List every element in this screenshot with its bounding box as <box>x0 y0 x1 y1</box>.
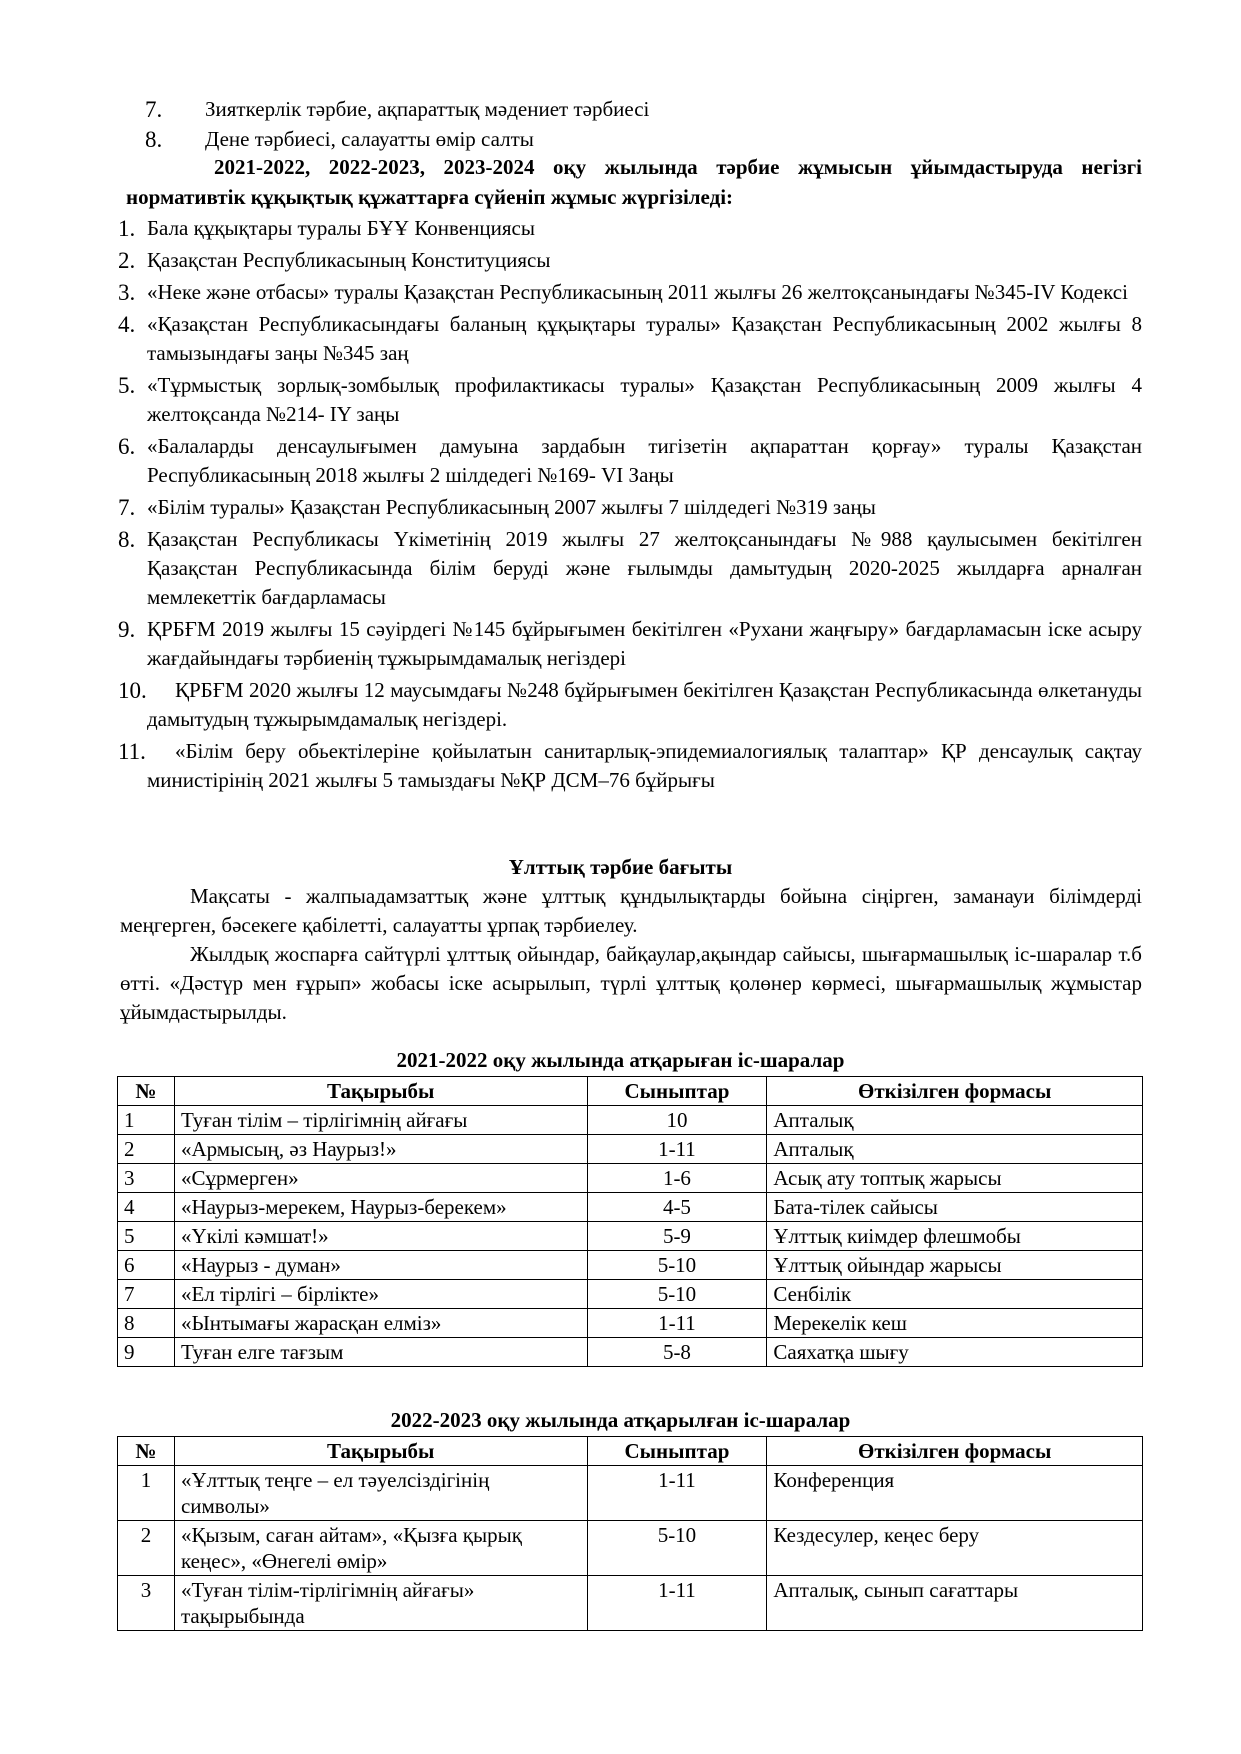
table-header-row <box>118 1077 1143 1106</box>
cell-form: Асық ату топтық жарысы <box>767 1164 1143 1193</box>
cell-classes: 5-10 <box>587 1251 767 1280</box>
cell-form: Ұлттық киімдер флешмобы <box>767 1222 1143 1251</box>
header-topic: Тақырыбы <box>174 1437 587 1466</box>
cell-classes: 1-11 <box>587 1576 767 1631</box>
table-header-row <box>118 1437 1143 1466</box>
header-form: Өткізілген формасы <box>767 1437 1143 1466</box>
cell-number: 5 <box>118 1222 175 1251</box>
cell-topic: «Ел тірлігі – бірлікте» <box>174 1280 587 1309</box>
cell-classes: 5-10 <box>587 1280 767 1309</box>
list-number: 8. <box>145 126 163 152</box>
cell-number: 6 <box>118 1251 175 1280</box>
list-text: ҚРБҒМ 2019 жылғы 15 сәуірдегі №145 бұйрығымен бекітілген «Рухани жаңғыру» бағдарламасын іске асыру жағдайындағы тәрбиенің тұжырымдамалық негіздері <box>147 617 1142 670</box>
cell-form: Апталық, сынып сағаттары <box>767 1576 1143 1631</box>
cell-number: 2 <box>118 1135 175 1164</box>
cell-number: 3 <box>118 1164 175 1193</box>
list-text: «Балаларды денсаулығымен дамуына зардабын тигізетін ақпараттан қорғау» туралы Қазақстан Республикасының 2018 жылғы 2 шілдедегі №169- VI Заңы <box>147 434 1142 487</box>
list-number: 1. <box>118 216 136 241</box>
list-number: 9. <box>118 617 136 642</box>
documents-heading: 2021-2022, 2022-2023, 2023-2024 оқу жылында тәрбие жұмысын ұйымдастыруда негізгі нормативтік құқықтық құжаттарға сүйеніп жұмыс жүргізіледі: <box>126 155 1142 209</box>
list-text: «Білім туралы» Қазақстан Республикасының 2007 жылғы 7 шілдедегі №319 заңы <box>147 495 876 519</box>
cell-topic: Туған елге тағзым <box>174 1338 587 1367</box>
table-row <box>118 1521 1143 1576</box>
cell-topic: Туған тілім – тірлігімнің айғағы <box>174 1106 587 1135</box>
cell-number: 1 <box>118 1106 175 1135</box>
list-item <box>118 432 1142 490</box>
list-text: «Қазақстан Республикасындағы баланың құқықтары туралы» Қазақстан Республикасының 2002 жылғы 8 тамызындағы заңы №345 заң <box>147 312 1142 365</box>
cell-form: Ұлттық ойындар жарысы <box>767 1251 1143 1280</box>
table-row <box>118 1135 1143 1164</box>
cell-form: Апталық <box>767 1106 1143 1135</box>
list-number: 8. <box>118 527 136 552</box>
cell-topic: «Сұрмерген» <box>174 1164 587 1193</box>
list-item <box>118 676 1142 734</box>
table-row <box>118 1222 1143 1251</box>
cell-number: 8 <box>118 1309 175 1338</box>
list-item <box>118 278 1142 307</box>
table2-title: 2022-2023 оқу жылында атқарылған іс-шаралар <box>390 1408 851 1432</box>
list-number: 11. <box>118 739 146 764</box>
table-row <box>118 1106 1143 1135</box>
list-item <box>118 615 1142 673</box>
cell-form: Сенбілік <box>767 1280 1143 1309</box>
header-topic: Тақырыбы <box>174 1077 587 1106</box>
goal-paragraph: Мақсаты - жалпыадамзаттық және ұлттық құндылықтарды бойына сіңірген, заманауи білімдерді меңгерген, бәсекеге қабілетті, салауатты ұрпақ тәрбиелеу. <box>120 884 1142 937</box>
cell-form: Апталық <box>767 1135 1143 1164</box>
list-item <box>118 525 1142 612</box>
list-text: Қазақстан Республикасы Үкіметінің 2019 жылғы 27 желтоқсанындағы №988 қаулысымен бекітілген Қазақстан Республикасында білім беруді және ғылымды дамытудың 2020-2025 жылдарға арналған мемлекеттік бағдарламасы <box>147 527 1142 609</box>
cell-form: Конференция <box>767 1466 1143 1521</box>
continued-list <box>145 94 1145 154</box>
list-number: 7. <box>145 96 163 122</box>
table-row <box>118 1164 1143 1193</box>
documents-list <box>118 214 1142 798</box>
cell-number: 3 <box>118 1576 175 1631</box>
list-text: Дене тәрбиесі, салауатты өмір салты <box>205 126 534 151</box>
list-item <box>118 737 1142 795</box>
cell-form: Мерекелік кеш <box>767 1309 1143 1338</box>
table1-title: 2021-2022 оқу жылында атқарыған іс-шаралар <box>396 1048 845 1072</box>
cell-number: 2 <box>118 1521 175 1576</box>
list-item <box>118 371 1142 429</box>
list-text: «Тұрмыстық зорлық-зомбылық профилактикасы туралы» Қазақстан Республикасының 2009 жылғы 4 желтоқсанда №214- IY заңы <box>147 373 1142 426</box>
list-number: 6. <box>118 434 136 459</box>
list-item <box>118 214 1142 243</box>
cell-classes: 1-6 <box>587 1164 767 1193</box>
cell-classes: 1-11 <box>587 1309 767 1338</box>
list-item <box>118 493 1142 522</box>
cell-classes: 10 <box>587 1106 767 1135</box>
summary-paragraph: Жылдық жоспарға сайтүрлі ұлттық ойындар, байқаулар,ақындар сайысы, шығармашылық іс-шаралар т.б өтті. «Дәстүр мен ғұрып» жобасы іске асырылып, түрлі ұлттық қолөнер көрмесі, шығармашылық жұмыстар ұйымдастырылды. <box>120 942 1142 1024</box>
table-row <box>118 1251 1143 1280</box>
cell-topic: «Ұлттық теңге – ел тәуелсіздігінің символы» <box>174 1466 587 1521</box>
list-number: 2. <box>118 248 136 273</box>
list-number: 7. <box>118 495 136 520</box>
list-text: Зияткерлік тәрбие, ақпараттық мәдениет тәрбиесі <box>205 96 650 121</box>
cell-number: 1 <box>118 1466 175 1521</box>
cell-classes: 4-5 <box>587 1193 767 1222</box>
list-text: ҚРБҒМ 2020 жылғы 12 маусымдағы №248 бұйрығымен бекітілген Қазақстан Республикасында өлкетануды дамытудың тұжырымдамалық негіздері. <box>147 678 1142 731</box>
header-classes: Сыныптар <box>587 1437 767 1466</box>
cell-number: 7 <box>118 1280 175 1309</box>
cell-topic: «Туған тілім-тірлігімнің айғағы» тақырыбында <box>174 1576 587 1631</box>
table-row <box>118 1309 1143 1338</box>
cell-classes: 1-11 <box>587 1466 767 1521</box>
cell-topic: «Ынтымағы жарасқан елміз» <box>174 1309 587 1338</box>
cell-topic: «Армысың, әз Наурыз!» <box>174 1135 587 1164</box>
list-number: 3. <box>118 280 136 305</box>
header-number: № <box>118 1077 175 1106</box>
cell-number: 4 <box>118 1193 175 1222</box>
events-table-2021 <box>117 1076 1143 1367</box>
cell-classes: 5-9 <box>587 1222 767 1251</box>
list-item <box>118 246 1142 275</box>
table-row <box>118 1576 1143 1631</box>
cell-number: 9 <box>118 1338 175 1367</box>
list-number: 4. <box>118 312 136 337</box>
events-table-2022 <box>117 1436 1143 1631</box>
cell-topic: «Наурыз - думан» <box>174 1251 587 1280</box>
cell-classes: 1-11 <box>587 1135 767 1164</box>
cell-classes: 5-8 <box>587 1338 767 1367</box>
list-item <box>145 94 1145 124</box>
list-item <box>118 310 1142 368</box>
cell-form: Бата-тілек сайысы <box>767 1193 1143 1222</box>
list-number: 10. <box>118 678 147 703</box>
cell-topic: «Наурыз-мерекем, Наурыз-берекем» <box>174 1193 587 1222</box>
list-text: «Білім беру обьектілеріне қойылатын санитарлық-эпидемиалогиялық талаптар» ҚР денсаулық сақтау министірінің 2021 жылғы 5 тамыздағы №ҚР ДСМ–76 бұйрығы <box>147 739 1142 792</box>
list-text: Бала құқықтары туралы БҰҰ Конвенциясы <box>147 216 535 240</box>
table-row <box>118 1193 1143 1222</box>
section-title: Ұлттық тәрбие бағыты <box>508 855 733 879</box>
cell-form: Кездесулер, кеңес беру <box>767 1521 1143 1576</box>
list-text: Қазақстан Республикасының Конституциясы <box>147 248 551 272</box>
table-row <box>118 1280 1143 1309</box>
cell-topic: «Үкілі кәмшат!» <box>174 1222 587 1251</box>
table-row <box>118 1466 1143 1521</box>
table-row <box>118 1338 1143 1367</box>
cell-form: Саяхатқа шығу <box>767 1338 1143 1367</box>
cell-classes: 5-10 <box>587 1521 767 1576</box>
list-item <box>145 124 1145 154</box>
header-number: № <box>118 1437 175 1466</box>
header-classes: Сыныптар <box>587 1077 767 1106</box>
header-form: Өткізілген формасы <box>767 1077 1143 1106</box>
list-text: «Неке және отбасы» туралы Қазақстан Республикасының 2011 жылғы 26 желтоқсанындағы №345-IV Кодексі <box>147 280 1128 304</box>
list-number: 5. <box>118 373 136 398</box>
cell-topic: «Қызым, саған айтам», «Қызға қырық кеңес», «Өнегелі өмір» <box>174 1521 587 1576</box>
